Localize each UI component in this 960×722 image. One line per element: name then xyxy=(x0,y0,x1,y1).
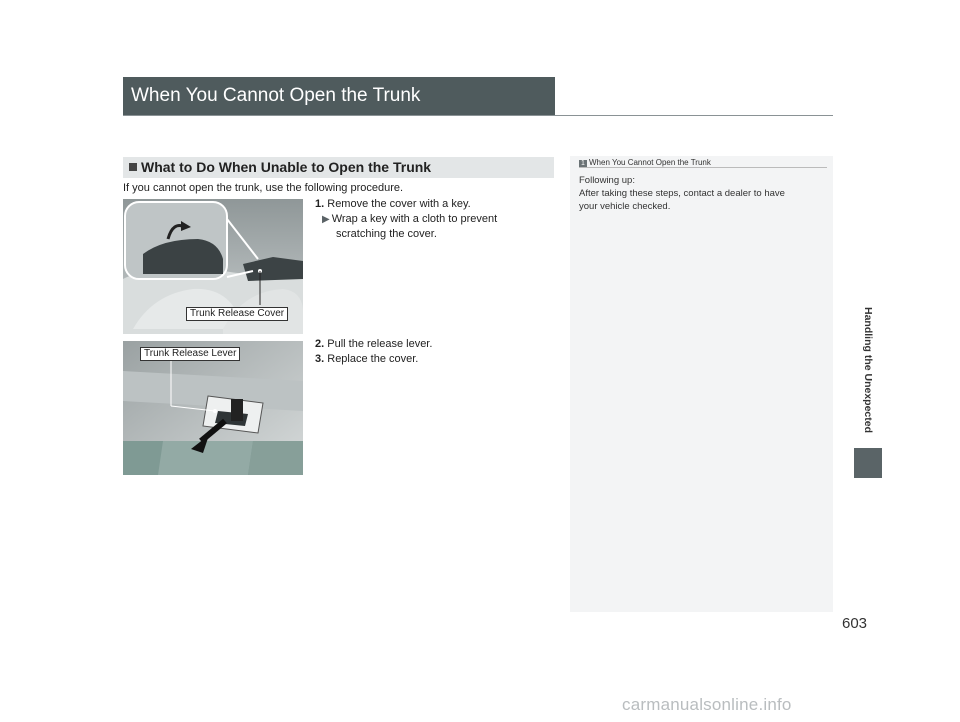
step-text: Remove the cover with a key. xyxy=(327,198,471,210)
step-3 xyxy=(315,352,418,367)
page-number: 603 xyxy=(842,615,868,632)
step-text: Pull the release lever. xyxy=(327,338,433,350)
substep xyxy=(322,212,497,242)
step-2 xyxy=(315,337,432,352)
chapter-tab xyxy=(854,448,882,478)
square-bullet-icon xyxy=(129,163,137,171)
step-number: 2. xyxy=(315,338,325,350)
note-divider xyxy=(579,167,827,168)
note-panel xyxy=(570,156,833,612)
page-title: When You Cannot Open the Trunk xyxy=(123,77,555,115)
chapter-sidebar-label xyxy=(854,300,882,440)
release-lever-illustration xyxy=(123,341,303,475)
section-heading xyxy=(123,157,554,178)
substep-line-2: scratching the cover. xyxy=(336,228,437,240)
trunk-release-lever-figure xyxy=(123,341,303,475)
substep-line-1: Wrap a key with a cloth to prevent xyxy=(331,213,498,225)
section-heading-text: What to Do When Unable to Open the Trunk xyxy=(141,159,432,175)
step-1 xyxy=(315,197,471,212)
note-number: 1 xyxy=(579,160,587,168)
step-number: 3. xyxy=(315,353,325,365)
step-text: Replace the cover. xyxy=(327,353,419,365)
intro-text: If you cannot open the trunk, use the following procedure. xyxy=(123,182,404,194)
trunk-release-cover-label: Trunk Release Cover xyxy=(186,307,288,321)
trunk-release-lever-label: Trunk Release Lever xyxy=(140,347,240,361)
step-number: 1. xyxy=(315,198,325,210)
arrow-icon: ▶ xyxy=(322,214,330,225)
title-rule xyxy=(123,115,833,116)
chapter-label-text: Handling the Unexpected xyxy=(862,306,874,434)
watermark: carmanualsonline.info xyxy=(622,695,792,714)
note-line-3: your vehicle checked. xyxy=(579,201,671,212)
note-heading-text: When You Cannot Open the Trunk xyxy=(589,158,711,167)
note-line-2: After taking these steps, contact a dealer to have xyxy=(579,188,785,199)
note-line-1: Following up: xyxy=(579,175,635,186)
note-body xyxy=(579,174,819,213)
